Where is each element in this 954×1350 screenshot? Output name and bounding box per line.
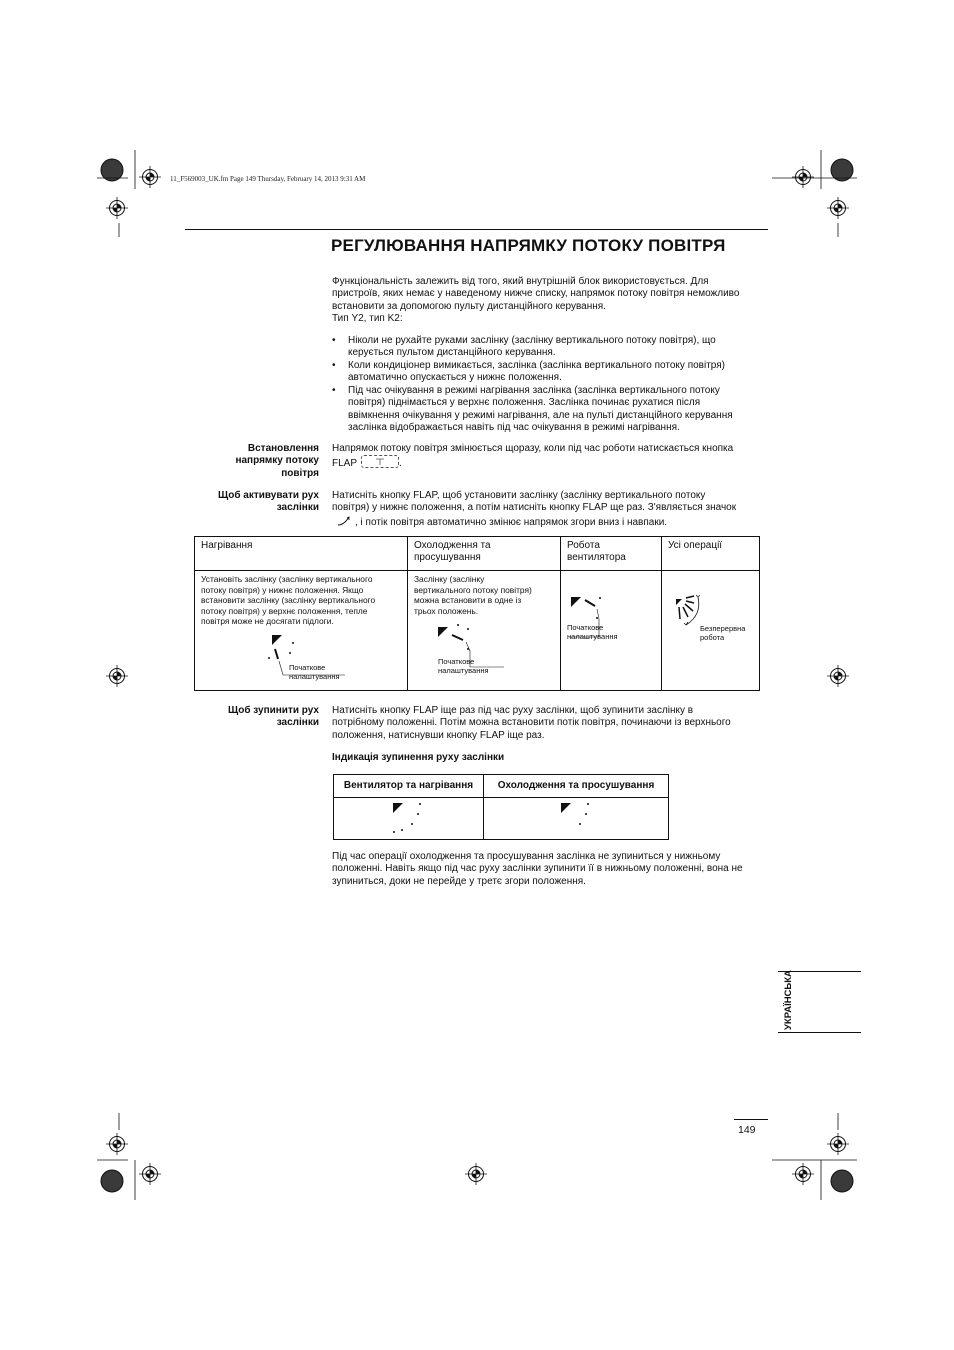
- page-number-rule: [734, 1119, 768, 1120]
- cooling-cell: Заслінку (заслінку вертикального потоку повітря) можна встановити в одне із трьох положень. Початкове налаштування: [408, 571, 561, 691]
- stop-text: Натисніть кнопку FLAP іще раз під час руху заслінки, щоб зупинити заслінку в потрібному положенні. Потім можна встановити потік повітря, починаючи із верхнього положення, натиснувши кнопку FLAP іще раз.: [332, 705, 731, 741]
- stop-indication-table: [333, 774, 669, 840]
- cooling-drying-cell: [484, 798, 669, 840]
- registration-mark-icon: [106, 1133, 128, 1155]
- color-disc-icon: [831, 1170, 853, 1192]
- section-heading-stop: Щоб зупинити рух заслінки: [228, 705, 319, 729]
- registration-mark-icon: [827, 197, 849, 219]
- fan-cell: Початкове налаштування: [561, 571, 662, 691]
- registration-mark-icon: [106, 197, 128, 219]
- page-number: 149: [738, 1124, 756, 1136]
- header-cooling: Охолодження та просушування: [408, 537, 561, 571]
- header-heating: Нагрівання: [195, 537, 408, 571]
- fan-heating-cell: [334, 798, 484, 840]
- registration-mark-icon: [827, 1133, 849, 1155]
- header-cooling-drying: Охолодження та просушування: [484, 775, 669, 798]
- list-item: • Коли кондиціонер вимикається, заслінка (заслінка вертикального потоку повітря) автоматично опускається у нижнє положення.: [332, 360, 725, 384]
- note-paragraph: Під час операції охолодження та просушування заслінка не зупиниться у нижньому положенні. Навіть якщо під час руху заслінки зупинити її в нижньому положенні, вона не зупиниться, доки не перейде у третє згори положення.: [332, 851, 743, 887]
- registration-mark-icon: [465, 1163, 487, 1185]
- all-operations-cell: Безперервна робота: [662, 571, 760, 691]
- title-rule: [185, 229, 768, 230]
- language-tab: УКРАЇНСЬКА: [783, 970, 794, 1030]
- registration-mark-icon: [106, 665, 128, 687]
- list-item: • Під час очікування в режимі нагрівання заслінка (заслінка вертикального потоку повітря) піднімається у верхнє положення. Заслінка починає рухатися після ввімкнення очікування у режимі нагрівання, але на пульті дистанційного керування заслінка відображається навіть під час очікування в режимі нагрівання.: [332, 385, 733, 434]
- header-fan-heating: Вентилятор та нагрівання: [334, 775, 484, 798]
- color-disc-icon: [101, 1170, 123, 1192]
- section-heading-activate: Щоб активувати рух заслінки: [218, 490, 319, 514]
- page-title: РЕГУЛЮВАННЯ НАПРЯМКУ ПОТОКУ ПОВІТРЯ: [331, 236, 726, 255]
- registration-mark-icon: [827, 665, 849, 687]
- header-all: Усі операції: [662, 537, 760, 571]
- registration-mark-icon: [139, 1163, 161, 1185]
- flap-positions-icon: [388, 800, 448, 840]
- flap-positions-icon: [556, 800, 616, 840]
- mode-table: [194, 536, 760, 691]
- stop-indication-title: Індикація зупинення руху заслінки: [332, 752, 505, 763]
- registration-mark-icon: [792, 1163, 814, 1185]
- swing-icon: [335, 515, 355, 527]
- flap-button-icon: [361, 455, 399, 468]
- activate-text: Натисніть кнопку FLAP, щоб установити заслінку (заслінку вертикального потоку повітря) у нижнє положення, а потім натисніть кнопку FLAP ще раз. З'являється значок , і потік повітря автоматично змінює напрямок згори вниз і навпаки.: [332, 490, 737, 528]
- registration-mark-icon: [792, 166, 814, 188]
- heating-cell: Установіть заслінку (заслінку вертикального потоку повітря) у нижнє положення. Якщо встановити заслінку (заслінку вертикального потоку повітря) у верхнє положення, тепле повітря може не досягати підлоги. Початкове налаштування: [195, 571, 408, 691]
- intro-paragraph: Функціональність залежить від того, який внутрішній блок використовується. Для пристроїв, яких немає у наведеному нижче списку, напрямок потоку повітря неможливо встановити за допомогою пульту дистанційного керування. Тип Y2, тип K2:: [332, 276, 740, 325]
- print-header: 11_F569003_UK.fm Page 149 Thursday, February 14, 2013 9:31 AM: [170, 175, 366, 183]
- header-fan: Робота вентилятора: [561, 537, 662, 571]
- registration-mark-icon: [139, 166, 161, 188]
- tab-rule-bottom: [778, 1032, 861, 1033]
- set-direction-text: Напрямок потоку повітря змінюється щоразу, коли під час роботи натискається кнопка FLAP .: [332, 443, 734, 470]
- list-item: • Ніколи не рухайте руками заслінку (заслінку вертикального потоку повітря), що керується пультом дистанційного керування.: [332, 335, 716, 359]
- section-heading-set-direction: Встановлення напрямку потоку повітря: [235, 443, 319, 479]
